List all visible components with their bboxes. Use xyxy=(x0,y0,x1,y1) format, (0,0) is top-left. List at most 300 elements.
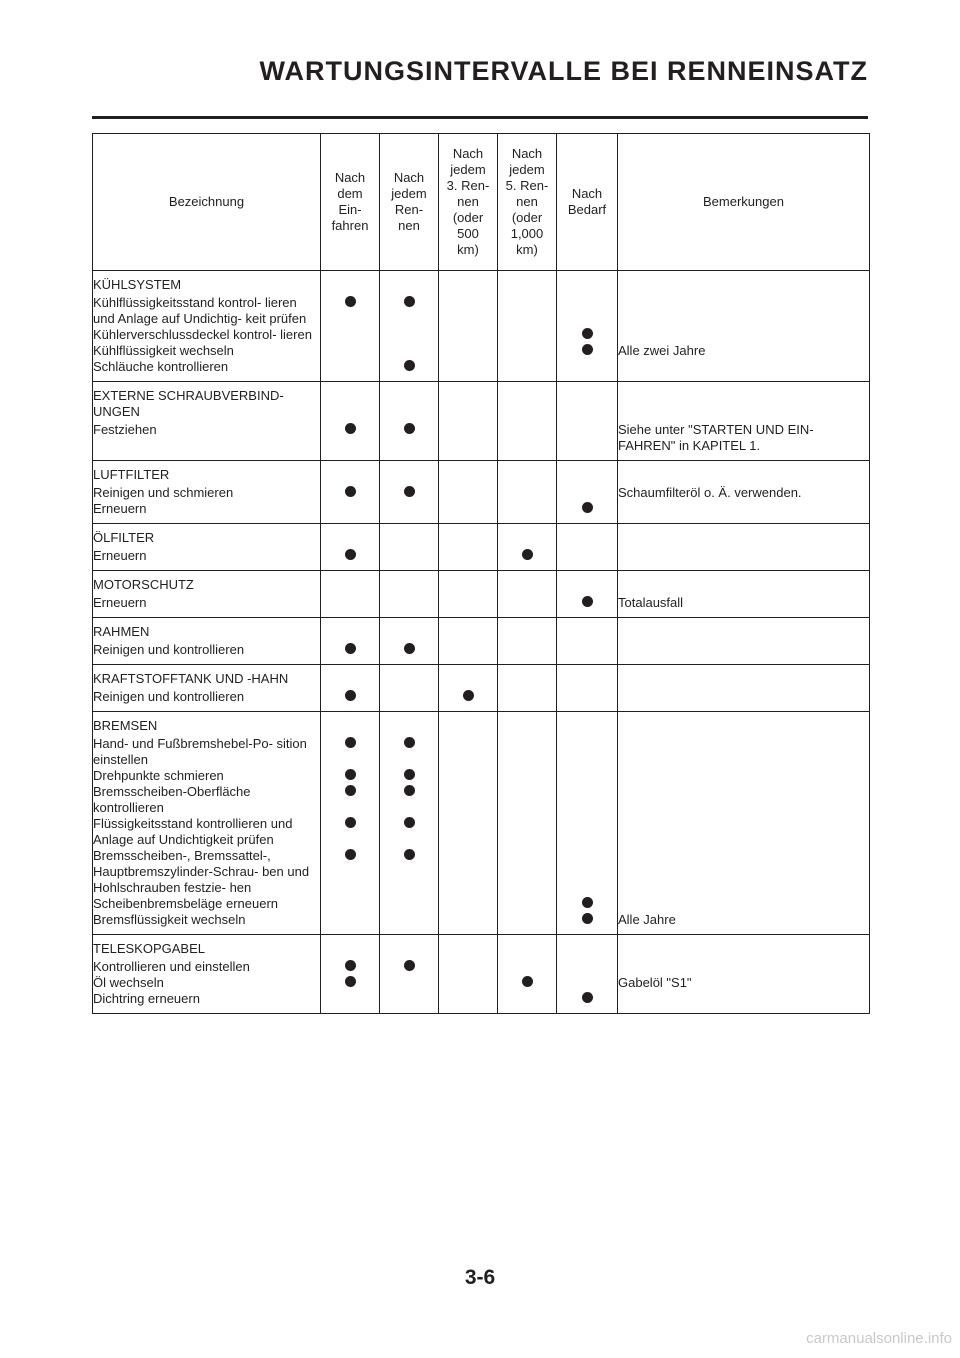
item-name: Kühlflüssigkeit wechseln xyxy=(93,343,321,359)
item-name: Erneuern xyxy=(93,501,321,524)
interval-cell xyxy=(557,734,618,768)
interval-cell xyxy=(439,593,498,618)
interval-cell xyxy=(498,957,557,975)
empty-cell xyxy=(498,271,557,294)
bullet-icon xyxy=(345,690,356,701)
interval-cell xyxy=(498,912,557,935)
remark xyxy=(618,957,870,975)
interval-cell xyxy=(557,501,618,524)
column-header-line: Ren- xyxy=(394,202,424,217)
column-header xyxy=(557,134,618,271)
empty-cell xyxy=(321,935,380,958)
table-row xyxy=(93,593,870,618)
item-name: Drehpunkte schmieren xyxy=(93,768,321,784)
group-row xyxy=(93,271,870,294)
column-header xyxy=(439,134,498,271)
interval-cell xyxy=(498,896,557,912)
interval-cell xyxy=(498,816,557,848)
bullet-icon xyxy=(522,976,533,987)
bullet-icon xyxy=(404,360,415,371)
bullet-icon xyxy=(345,643,356,654)
interval-cell xyxy=(380,501,439,524)
table-row xyxy=(93,957,870,975)
item-name: Kühlflüssigkeitsstand kontrol- lieren und Anlage auf Undichtig- keit prüfen xyxy=(93,293,321,327)
remark xyxy=(618,293,870,327)
interval-cell xyxy=(498,546,557,571)
empty-cell xyxy=(498,618,557,641)
interval-cell xyxy=(557,327,618,343)
page-number: 3-6 xyxy=(464,1266,496,1289)
bullet-icon xyxy=(582,328,593,339)
group-row xyxy=(93,571,870,594)
bullet-icon xyxy=(404,737,415,748)
interval-cell xyxy=(498,483,557,501)
interval-cell xyxy=(498,784,557,816)
bullet-icon xyxy=(582,913,593,924)
interval-cell xyxy=(557,546,618,571)
remark xyxy=(618,768,870,784)
interval-cell xyxy=(439,293,498,327)
interval-cell xyxy=(439,816,498,848)
bullet-icon xyxy=(463,690,474,701)
interval-cell xyxy=(321,768,380,784)
interval-cell xyxy=(439,420,498,461)
remark xyxy=(618,640,870,665)
interval-cell xyxy=(557,593,618,618)
interval-cell xyxy=(498,734,557,768)
interval-cell xyxy=(439,896,498,912)
empty-cell xyxy=(439,524,498,547)
empty-cell xyxy=(618,712,870,735)
remark: Gabelöl "S1" xyxy=(618,975,870,991)
bullet-icon xyxy=(522,549,533,560)
interval-cell xyxy=(439,912,498,935)
item-name: Festziehen xyxy=(93,420,321,461)
remark: Siehe unter "STARTEN UND EIN- FAHREN" in KAPITEL 1. xyxy=(618,420,870,461)
empty-cell xyxy=(380,524,439,547)
interval-cell xyxy=(557,420,618,461)
interval-cell xyxy=(498,848,557,896)
group-row xyxy=(93,524,870,547)
interval-cell xyxy=(498,293,557,327)
table-row xyxy=(93,991,870,1014)
interval-cell xyxy=(498,343,557,359)
remark: Alle zwei Jahre xyxy=(618,343,870,359)
group-row xyxy=(93,712,870,735)
empty-cell xyxy=(557,571,618,594)
bullet-icon xyxy=(345,785,356,796)
bullet-icon xyxy=(404,296,415,307)
interval-cell xyxy=(498,420,557,461)
bullet-icon xyxy=(404,960,415,971)
interval-cell xyxy=(557,991,618,1014)
table-row xyxy=(93,327,870,343)
group-row xyxy=(93,665,870,688)
empty-cell xyxy=(557,461,618,484)
interval-cell xyxy=(321,912,380,935)
column-header xyxy=(93,134,321,271)
interval-cell xyxy=(380,593,439,618)
interval-cell xyxy=(321,816,380,848)
empty-cell xyxy=(557,935,618,958)
bullet-icon xyxy=(404,817,415,828)
interval-cell xyxy=(439,687,498,712)
maintenance-table xyxy=(92,133,870,1014)
empty-cell xyxy=(498,935,557,958)
interval-cell xyxy=(380,991,439,1014)
empty-cell xyxy=(439,712,498,735)
column-header-line: 3. Ren- xyxy=(446,178,490,193)
column-header-line: jedem xyxy=(509,162,545,177)
empty-cell xyxy=(439,271,498,294)
interval-cell xyxy=(380,343,439,359)
interval-cell xyxy=(321,687,380,712)
column-header-line: Nach xyxy=(511,146,543,161)
bullet-icon xyxy=(345,849,356,860)
column-header-line: fahren xyxy=(331,218,369,233)
interval-cell xyxy=(321,734,380,768)
remark xyxy=(618,734,870,768)
interval-cell xyxy=(439,991,498,1014)
interval-cell xyxy=(321,546,380,571)
column-header-line: Nach xyxy=(452,146,484,161)
empty-cell xyxy=(618,618,870,641)
empty-cell xyxy=(321,461,380,484)
interval-cell xyxy=(439,784,498,816)
interval-cell xyxy=(321,896,380,912)
interval-cell xyxy=(439,359,498,382)
column-header-line: 5. Ren- xyxy=(505,178,549,193)
empty-cell xyxy=(321,524,380,547)
interval-cell xyxy=(557,343,618,359)
interval-cell xyxy=(439,768,498,784)
group-row xyxy=(93,461,870,484)
interval-cell xyxy=(380,359,439,382)
interval-cell xyxy=(498,359,557,382)
column-header xyxy=(380,134,439,271)
bullet-icon xyxy=(582,344,593,355)
interval-cell xyxy=(380,816,439,848)
column-header-line: (oder xyxy=(511,210,543,225)
empty-cell xyxy=(618,461,870,484)
empty-cell xyxy=(321,271,380,294)
interval-cell xyxy=(498,768,557,784)
interval-cell xyxy=(439,483,498,501)
empty-cell xyxy=(618,935,870,958)
empty-cell xyxy=(321,665,380,688)
item-name: Kontrollieren und einstellen xyxy=(93,957,321,975)
column-header-line: Ein- xyxy=(338,202,362,217)
empty-cell xyxy=(321,571,380,594)
item-name: Bremsflüssigkeit wechseln xyxy=(93,912,321,935)
item-name: Reinigen und kontrollieren xyxy=(93,640,321,665)
column-header-line: km) xyxy=(457,242,479,257)
empty-cell xyxy=(618,571,870,594)
interval-cell xyxy=(380,640,439,665)
interval-cell xyxy=(557,687,618,712)
interval-cell xyxy=(439,957,498,975)
interval-cell xyxy=(439,975,498,991)
table-row xyxy=(93,896,870,912)
interval-cell xyxy=(321,327,380,343)
interval-cell xyxy=(380,912,439,935)
title-divider xyxy=(92,116,868,119)
empty-cell xyxy=(498,571,557,594)
item-name: Schläuche kontrollieren xyxy=(93,359,321,382)
remark xyxy=(618,848,870,896)
bullet-icon xyxy=(345,817,356,828)
empty-cell xyxy=(380,665,439,688)
interval-cell xyxy=(557,640,618,665)
interval-cell xyxy=(439,734,498,768)
interval-cell xyxy=(498,640,557,665)
watermark: carmanualsonline.info xyxy=(806,1330,952,1347)
interval-cell xyxy=(380,848,439,896)
item-name: Bremsscheiben-Oberfläche kontrollieren xyxy=(93,784,321,816)
bullet-icon xyxy=(582,596,593,607)
group-row xyxy=(93,382,870,421)
group-title: TELESKOPGABEL xyxy=(93,935,321,958)
interval-cell xyxy=(557,848,618,896)
bullet-icon xyxy=(345,960,356,971)
empty-cell xyxy=(380,461,439,484)
empty-cell xyxy=(439,461,498,484)
interval-cell xyxy=(380,734,439,768)
item-name: Erneuern xyxy=(93,593,321,618)
item-name: Kühlerverschlussdeckel kontrol- lieren xyxy=(93,327,321,343)
interval-cell xyxy=(321,501,380,524)
table-row xyxy=(93,640,870,665)
empty-cell xyxy=(439,935,498,958)
interval-cell xyxy=(380,546,439,571)
column-header-line: dem xyxy=(337,186,363,201)
interval-cell xyxy=(439,848,498,896)
interval-cell xyxy=(321,343,380,359)
page-title: WARTUNGSINTERVALLE BEI RENNEINSATZ xyxy=(259,56,868,86)
remark xyxy=(618,896,870,912)
remark: Totalausfall xyxy=(618,593,870,618)
group-title: ÖLFILTER xyxy=(93,524,321,547)
interval-cell xyxy=(557,912,618,935)
table-row xyxy=(93,420,870,461)
item-name: Reinigen und kontrollieren xyxy=(93,687,321,712)
empty-cell xyxy=(618,382,870,421)
item-name: Erneuern xyxy=(93,546,321,571)
empty-cell xyxy=(498,382,557,421)
item-name: Dichtring erneuern xyxy=(93,991,321,1014)
column-header xyxy=(618,134,870,271)
column-header-line: jedem xyxy=(450,162,486,177)
remark xyxy=(618,816,870,848)
empty-cell xyxy=(380,712,439,735)
interval-cell xyxy=(380,687,439,712)
table-row xyxy=(93,975,870,991)
table-row xyxy=(93,784,870,816)
empty-cell xyxy=(498,524,557,547)
column-header-line: nen xyxy=(398,218,420,233)
table-row xyxy=(93,687,870,712)
interval-cell xyxy=(321,420,380,461)
interval-cell xyxy=(321,640,380,665)
interval-cell xyxy=(557,896,618,912)
interval-cell xyxy=(321,784,380,816)
interval-cell xyxy=(557,975,618,991)
interval-cell xyxy=(380,957,439,975)
column-header xyxy=(321,134,380,271)
column-header xyxy=(498,134,557,271)
interval-cell xyxy=(498,327,557,343)
interval-cell xyxy=(439,640,498,665)
interval-cell xyxy=(498,501,557,524)
column-header-line: km) xyxy=(516,242,538,257)
remark xyxy=(618,546,870,571)
table-row xyxy=(93,483,870,501)
empty-cell xyxy=(321,618,380,641)
interval-cell xyxy=(380,896,439,912)
bullet-icon xyxy=(345,486,356,497)
interval-cell xyxy=(321,483,380,501)
bullet-icon xyxy=(345,549,356,560)
empty-cell xyxy=(380,571,439,594)
interval-cell xyxy=(321,991,380,1014)
column-header-line: Nach xyxy=(571,186,603,201)
bullet-icon xyxy=(345,976,356,987)
column-header-line: Bemerkungen xyxy=(703,194,784,209)
bullet-icon xyxy=(404,849,415,860)
interval-cell xyxy=(321,593,380,618)
column-header-line: Bezeichnung xyxy=(168,194,245,209)
interval-cell xyxy=(498,687,557,712)
item-name: Bremsscheiben-, Bremssattel-, Hauptbremszylinder-Schrau- ben und Hohlschrauben festzie- hen xyxy=(93,848,321,896)
bullet-icon xyxy=(582,502,593,513)
remark xyxy=(618,991,870,1014)
remark xyxy=(618,359,870,382)
header-row xyxy=(93,134,870,271)
empty-cell xyxy=(380,935,439,958)
empty-cell xyxy=(557,271,618,294)
interval-cell xyxy=(321,957,380,975)
interval-cell xyxy=(380,975,439,991)
group-title: KÜHLSYSTEM xyxy=(93,271,321,294)
interval-cell xyxy=(380,768,439,784)
interval-cell xyxy=(557,293,618,327)
table-row xyxy=(93,768,870,784)
group-title: KRAFTSTOFFTANK UND -HAHN xyxy=(93,665,321,688)
item-name: Reinigen und schmieren xyxy=(93,483,321,501)
interval-cell xyxy=(380,784,439,816)
group-title: RAHMEN xyxy=(93,618,321,641)
group-row xyxy=(93,935,870,958)
interval-cell xyxy=(439,546,498,571)
column-header-line: nen xyxy=(516,194,538,209)
item-name: Flüssigkeitsstand kontrollieren und Anlage auf Undichtigkeit prüfen xyxy=(93,816,321,848)
group-title: EXTERNE SCHRAUBVERBIND- UNGEN xyxy=(93,382,321,421)
interval-cell xyxy=(321,359,380,382)
interval-cell xyxy=(557,768,618,784)
remark xyxy=(618,501,870,524)
empty-cell xyxy=(557,382,618,421)
empty-cell xyxy=(321,382,380,421)
empty-cell xyxy=(498,712,557,735)
table-row xyxy=(93,912,870,935)
table-row xyxy=(93,343,870,359)
bullet-icon xyxy=(582,992,593,1003)
column-header-line: jedem xyxy=(391,186,427,201)
table-row xyxy=(93,734,870,768)
interval-cell xyxy=(439,501,498,524)
interval-cell xyxy=(380,420,439,461)
bullet-icon xyxy=(404,769,415,780)
table-row xyxy=(93,293,870,327)
item-name: Öl wechseln xyxy=(93,975,321,991)
bullet-icon xyxy=(404,643,415,654)
column-header-line: 500 xyxy=(457,226,479,241)
bullet-icon xyxy=(582,897,593,908)
interval-cell xyxy=(557,359,618,382)
interval-cell xyxy=(557,483,618,501)
remark: Alle Jahre xyxy=(618,912,870,935)
interval-cell xyxy=(321,848,380,896)
table-row xyxy=(93,501,870,524)
empty-cell xyxy=(618,524,870,547)
interval-cell xyxy=(498,975,557,991)
remark: Schaumfilteröl o. Ä. verwenden. xyxy=(618,483,870,501)
interval-cell xyxy=(321,293,380,327)
bullet-icon xyxy=(345,423,356,434)
empty-cell xyxy=(557,665,618,688)
remark xyxy=(618,784,870,816)
interval-cell xyxy=(557,784,618,816)
empty-cell xyxy=(439,618,498,641)
empty-cell xyxy=(439,382,498,421)
remark xyxy=(618,687,870,712)
empty-cell xyxy=(618,665,870,688)
empty-cell xyxy=(618,271,870,294)
item-name: Hand- und Fußbremshebel-Po- sition einstellen xyxy=(93,734,321,768)
interval-cell xyxy=(380,293,439,327)
group-title: MOTORSCHUTZ xyxy=(93,571,321,594)
interval-cell xyxy=(380,327,439,343)
group-title: LUFTFILTER xyxy=(93,461,321,484)
empty-cell xyxy=(439,571,498,594)
column-header-line: Nach xyxy=(393,170,425,185)
interval-cell xyxy=(321,975,380,991)
table-row xyxy=(93,816,870,848)
empty-cell xyxy=(498,665,557,688)
remark xyxy=(618,327,870,343)
interval-cell xyxy=(557,957,618,975)
empty-cell xyxy=(380,382,439,421)
column-header-line: (oder xyxy=(452,210,484,225)
empty-cell xyxy=(557,712,618,735)
empty-cell xyxy=(439,665,498,688)
bullet-icon xyxy=(345,737,356,748)
column-header-line: 1,000 xyxy=(510,226,544,241)
empty-cell xyxy=(380,271,439,294)
interval-cell xyxy=(439,343,498,359)
table-row xyxy=(93,546,870,571)
table-row xyxy=(93,848,870,896)
group-row xyxy=(93,618,870,641)
group-title: BREMSEN xyxy=(93,712,321,735)
interval-cell xyxy=(498,991,557,1014)
empty-cell xyxy=(557,618,618,641)
bullet-icon xyxy=(345,296,356,307)
bullet-icon xyxy=(345,769,356,780)
table-row xyxy=(93,359,870,382)
empty-cell xyxy=(498,461,557,484)
column-header-line: nen xyxy=(457,194,479,209)
